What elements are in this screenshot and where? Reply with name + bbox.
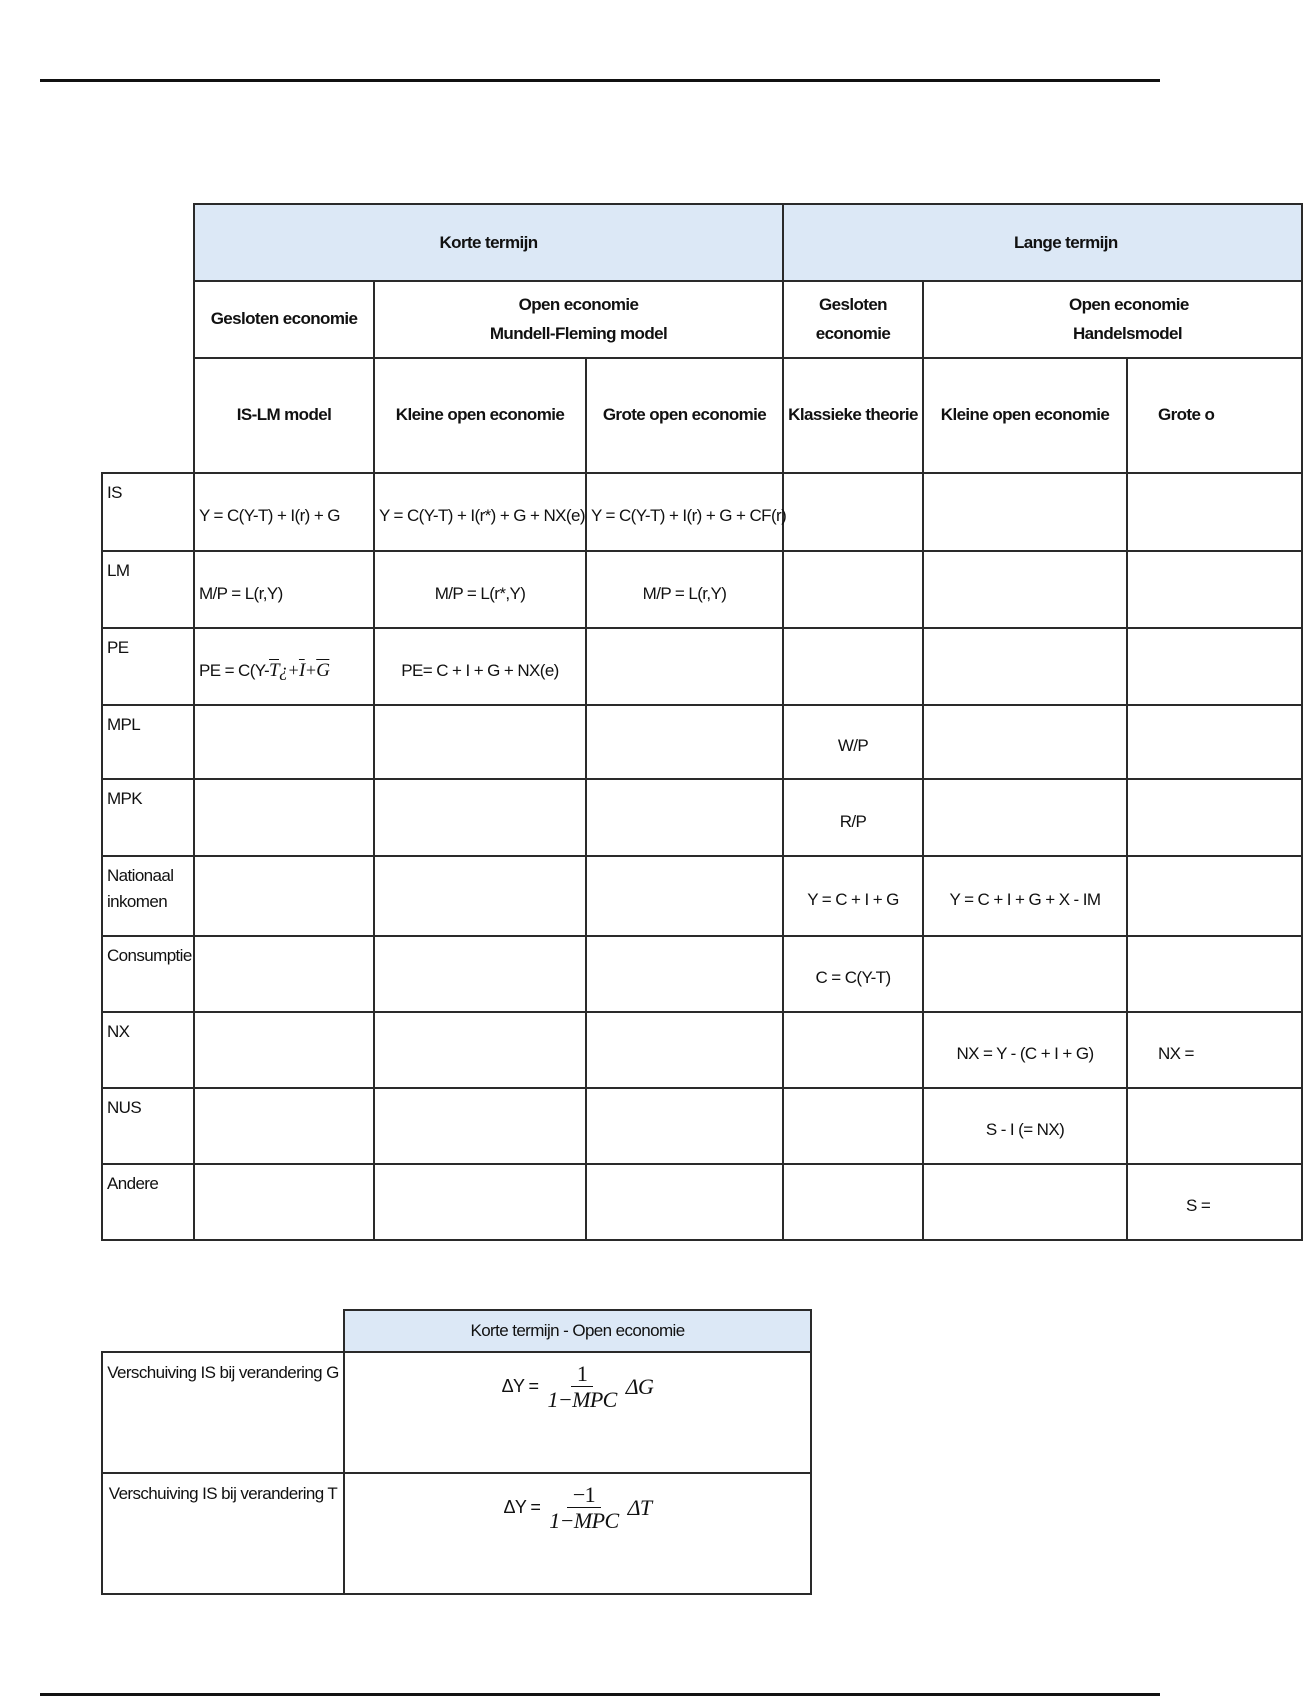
row-label-other: Andere [102,1164,194,1240]
is-shift-table [101,1309,812,1595]
cell-ni-small-open: Y = C + I + G + X - IM [923,856,1127,936]
model-classical: Klassieke theorie [783,358,923,473]
table-row-nx [102,1012,1302,1088]
model-row [102,358,1302,473]
group-sr-closed: Gesloten economie [194,281,374,358]
row-label-consumption: Consumptie [102,936,194,1012]
model-small-open-sr: Kleine open economie [374,358,586,473]
cell-is-small-open: Y = C(Y-T) + I(r*) + G + NX(e) [374,473,586,551]
second-header: Korte termijn - Open economie [344,1310,811,1352]
row-label-mpk: MPK [102,779,194,856]
table-row-is [102,473,1302,551]
table-row-consumption [102,936,1302,1012]
cell-is-large-open: Y = C(Y-T) + I(r) + G + CF(r) [586,473,783,551]
row-label-nx: NX [102,1012,194,1088]
cell-ni-classical: Y = C + I + G [783,856,923,936]
model-large-open-sr: Grote open economie [586,358,783,473]
top-rule [40,79,1160,82]
group-sr-open: Open economie Mundell-Fleming model [374,281,783,358]
model-small-open-lr: Kleine open economie [923,358,1127,473]
model-large-open-lr: Grote o [1127,358,1302,473]
main-table-container [101,203,1215,1247]
cell-pe-small-open: PE= C + I + G + NX(e) [374,628,586,705]
band-row [102,204,1302,281]
corner-cell [102,204,194,281]
cell-other-large-open: S = [1127,1164,1302,1240]
row-label-pe: PE [102,628,194,705]
row-label-mpl: MPL [102,705,194,779]
table-row-lm [102,551,1302,628]
band-short-term: Korte termijn [194,204,783,281]
formula-shift-t: ΔY = $\frac{-1}{\text{1−MPC}}$ ΔT [344,1473,811,1594]
table-row-shift-g [102,1352,811,1473]
table-row-pe [102,628,1302,705]
macro-models-table [101,203,1303,1241]
bottom-rule [40,1693,1160,1696]
row-label-shift-t: Verschuiving IS bij verandering T [102,1473,344,1594]
model-is-lm: IS-LM model [194,358,374,473]
table-row-other [102,1164,1302,1240]
cell-mpk-classical: R/P [783,779,923,856]
formula-shift-g: ΔY = $\frac{1}{\text{1−MPC}}$ ΔG [344,1352,811,1473]
table-row-nus [102,1088,1302,1164]
cell-nx-small-open: NX = Y - (C + I + G) [923,1012,1127,1088]
cell-nx-large-open: NX = [1127,1012,1302,1088]
cell-lm-small-open: M/P = L(r*,Y) [374,551,586,628]
group-row [102,281,1302,358]
row-label-nus: NUS [102,1088,194,1164]
cell-pe-islm: PE = $C(Y-\overline{T}¿+\overline{I}+\overline{G}$ [194,628,374,705]
table-row-mpl [102,705,1302,779]
cell-is-islm: Y = C(Y-T) + I(r) + G [194,473,374,551]
group-lr-open: Open economie Handelsmodel [923,281,1302,358]
row-label-is: IS [102,473,194,551]
cell-cons-classical: C = C(Y-T) [783,936,923,1012]
table-row-shift-t [102,1473,811,1594]
cell-lm-islm: M/P = L(r,Y) [194,551,374,628]
band-long-term: Lange termijn [783,204,1302,281]
table-row-mpk [102,779,1302,856]
cell-mpl-classical: W/P [783,705,923,779]
cell-nus-small-open: S - I (= NX) [923,1088,1127,1164]
row-label-shift-g: Verschuiving IS bij verandering G [102,1352,344,1473]
group-lr-closed: Gesloten economie [783,281,923,358]
row-label-lm: LM [102,551,194,628]
row-label-national-income: Nationaal inkomen [102,856,194,936]
second-header-row [102,1310,811,1352]
cell-lm-large-open: M/P = L(r,Y) [586,551,783,628]
table-row-national-income [102,856,1302,936]
